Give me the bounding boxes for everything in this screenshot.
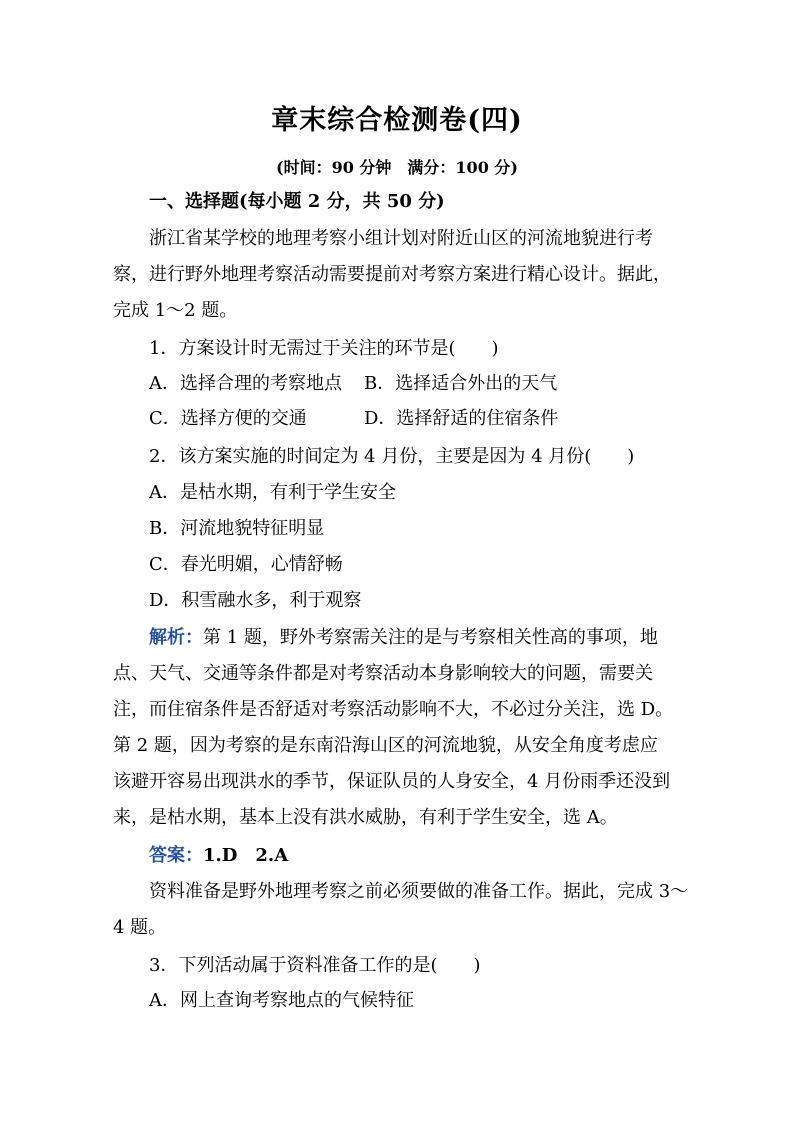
question-3-option-a: A．网上查询考察地点的气候特征 [149,990,414,1011]
section-heading: 一、选择题(每小题 2 分，共 50 分) [149,191,445,212]
question-1-option-d: D．选择舒适的住宿条件 [364,408,559,429]
question-2-option-d: D．积雪融水多，利于观察 [149,590,362,611]
question-1-option-c: C．选择方便的交通 [149,408,307,429]
passage1-line3: 完成 1～2 题。 [113,300,238,321]
passage2-line1: 资料准备是野外地理考察之前必须要做的准备工作。据此，完成 3～ [149,881,689,902]
passage1-line2: 察，进行野外地理考察活动需要提前对考察方案进行精心设计。据此， [113,264,671,285]
exam-info: (时间：90 分钟 满分：100 分) [276,158,518,177]
question-3-stem: 3．下列活动属于资料准备工作的是( ) [149,955,481,976]
question-1-stem: 1．方案设计时无需过于关注的环节是( ) [149,338,499,359]
analysis-label: 解析： [149,627,203,648]
passage1-line1: 浙江省某学校的地理考察小组计划对附近山区的河流地貌进行考 [149,228,653,249]
analysis-text-1: 第 1 题，野外考察需关注的是与考察相关性高的事项，地 [203,627,658,648]
analysis-line1 [149,626,658,650]
question-1-option-a: A．选择合理的考察地点 [149,373,342,394]
analysis-line2: 点、天气、交通等条件都是对考察活动本身影响较大的问题，需要关 [113,663,653,684]
answer-value: 1.D 2.A [203,845,289,866]
answer-label: 答案： [149,845,203,866]
page-title: 章末综合检测卷(四) [271,105,523,136]
answer-line [149,844,288,868]
analysis-line4: 第 2 题，因为考察的是东南沿海山区的河流地貌，从安全角度考虑应 [113,735,658,756]
analysis-line6: 来，是枯水期，基本上没有洪水威胁，有利于学生安全，选 A。 [113,807,618,828]
question-2-option-c: C．春光明媚，心情舒畅 [149,554,343,575]
question-2-option-a: A．是枯水期，有利于学生安全 [149,482,396,503]
question-2-stem: 2．该方案实施的时间定为 4 月份，主要是因为 4 月份( ) [149,446,635,467]
passage2-line2: 4 题。 [113,917,167,938]
question-1-option-b: B．选择适合外出的天气 [364,373,558,394]
question-2-option-b: B．河流地貌特征明显 [149,518,325,539]
analysis-line5: 该避开容易出现洪水的季节，保证队员的人身安全，4 月份雨季还没到 [113,771,671,792]
analysis-line3: 注，而住宿条件是否舒适对考察活动影响不大，不必过分关注，选 D。 [113,699,674,720]
